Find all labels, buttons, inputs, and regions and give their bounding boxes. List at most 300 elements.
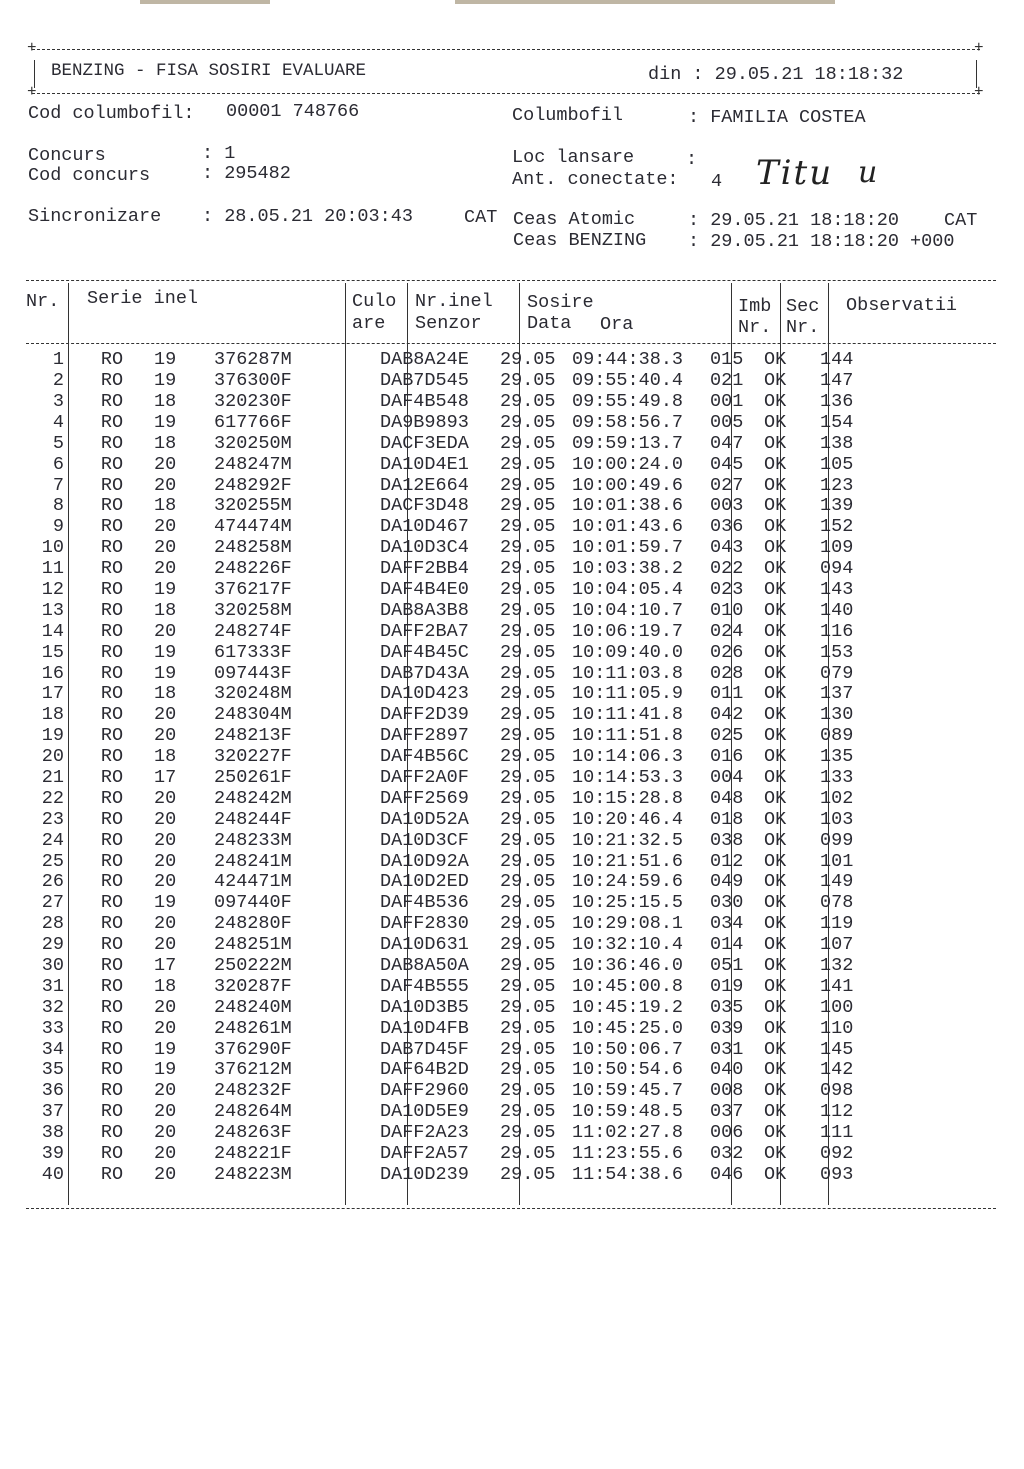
sensor-ring-number: DA10D92A bbox=[380, 850, 469, 872]
observation-value: 110 bbox=[820, 1017, 854, 1039]
ring-country: RO bbox=[100, 620, 124, 642]
ring-serial: 248223M bbox=[214, 1163, 292, 1185]
security-status: OK bbox=[764, 620, 787, 642]
ring-country: RO bbox=[100, 599, 124, 621]
security-status: OK bbox=[764, 913, 787, 935]
loft-number: 008 bbox=[710, 1080, 744, 1102]
observation-value: 140 bbox=[820, 599, 854, 621]
table-row bbox=[22, 642, 900, 663]
observation-value: 153 bbox=[820, 641, 854, 663]
ring-year: 20 bbox=[154, 934, 177, 956]
title-box-corner-tr: + bbox=[974, 39, 984, 57]
arrival-date: 29.05 bbox=[500, 349, 556, 371]
loft-number: 016 bbox=[710, 746, 744, 768]
row-number: 2 bbox=[52, 370, 64, 392]
concurs-label: Concurs bbox=[28, 145, 106, 166]
ring-serial: 248221F bbox=[214, 1143, 292, 1165]
loft-number: 049 bbox=[710, 871, 744, 893]
arrival-time: 11:23:55.6 bbox=[572, 1143, 684, 1165]
sensor-ring-number: DA10D423 bbox=[380, 683, 469, 705]
arrival-date: 29.05 bbox=[500, 1059, 556, 1081]
title-box-corner-bl: + bbox=[27, 83, 37, 101]
color-cell bbox=[310, 1123, 372, 1144]
ring-country: RO bbox=[100, 495, 124, 517]
ring-country: RO bbox=[100, 1059, 124, 1081]
ring-year: 18 bbox=[154, 432, 177, 454]
arrival-time: 10:11:05.9 bbox=[572, 683, 684, 705]
ring-country: RO bbox=[100, 432, 124, 454]
security-status: OK bbox=[764, 850, 787, 872]
security-status: OK bbox=[764, 578, 787, 600]
table-row bbox=[22, 810, 900, 831]
table-row bbox=[22, 1165, 900, 1186]
sensor-ring-number: DACF3D48 bbox=[380, 495, 469, 517]
color-cell bbox=[310, 1081, 372, 1102]
ceas-atomic-tz: CAT bbox=[944, 210, 978, 231]
row-number: 18 bbox=[41, 704, 64, 726]
arrival-time: 10:45:25.0 bbox=[572, 1017, 684, 1039]
col-header-imb-nr: Nr. bbox=[738, 317, 772, 338]
table-row bbox=[22, 851, 900, 872]
loft-number: 046 bbox=[710, 1163, 744, 1185]
col-header-sosire: Sosire bbox=[527, 292, 594, 313]
arrival-time: 09:58:56.7 bbox=[572, 411, 684, 433]
ring-year: 20 bbox=[154, 474, 177, 496]
sensor-ring-number: DA10D52A bbox=[380, 808, 469, 830]
loft-number: 030 bbox=[710, 892, 744, 914]
sensor-ring-number: DA12E664 bbox=[380, 474, 469, 496]
col-header-sec-nr: Nr. bbox=[786, 317, 820, 338]
color-cell bbox=[310, 434, 372, 455]
arrival-time: 09:59:13.7 bbox=[572, 432, 684, 454]
ring-year: 20 bbox=[154, 620, 177, 642]
ring-year: 20 bbox=[154, 871, 177, 893]
ring-year: 20 bbox=[154, 829, 177, 851]
ring-serial: 248233M bbox=[214, 829, 292, 851]
ring-country: RO bbox=[100, 767, 124, 788]
ring-year: 18 bbox=[154, 683, 177, 705]
observation-value: 101 bbox=[820, 850, 854, 872]
row-number: 20 bbox=[41, 746, 64, 768]
table-row bbox=[22, 830, 900, 851]
ring-year: 20 bbox=[154, 1163, 177, 1185]
arrival-date: 29.05 bbox=[500, 975, 556, 997]
arrival-date: 29.05 bbox=[500, 641, 556, 663]
arrival-date: 29.05 bbox=[500, 558, 556, 580]
table-row bbox=[22, 475, 900, 496]
arrival-date: 29.05 bbox=[500, 1101, 556, 1123]
color-cell bbox=[310, 538, 372, 559]
security-status: OK bbox=[764, 537, 787, 559]
arrival-time: 10:15:28.8 bbox=[572, 787, 684, 809]
col-header-serie: Serie inel bbox=[87, 288, 199, 309]
ring-country: RO bbox=[100, 934, 124, 956]
loft-number: 004 bbox=[710, 767, 744, 788]
color-cell bbox=[310, 1165, 372, 1186]
row-number: 13 bbox=[41, 599, 64, 621]
color-cell bbox=[310, 726, 372, 747]
table-header-bottom-rule bbox=[26, 343, 996, 344]
observation-value: 138 bbox=[820, 432, 854, 454]
cod-concurs-label: Cod concurs bbox=[28, 165, 151, 186]
ceas-benzing-value: : 29.05.21 18:18:20 +000 bbox=[688, 231, 955, 252]
arrival-date: 29.05 bbox=[500, 913, 556, 935]
arrival-date: 29.05 bbox=[500, 1038, 556, 1060]
observation-value: 109 bbox=[820, 537, 854, 559]
table-row bbox=[22, 392, 900, 413]
ring-serial: 376217F bbox=[214, 578, 292, 600]
security-status: OK bbox=[764, 704, 787, 726]
ring-year: 18 bbox=[154, 746, 177, 768]
observation-value: 099 bbox=[820, 829, 854, 851]
loft-number: 042 bbox=[710, 704, 744, 726]
security-status: OK bbox=[764, 1038, 787, 1060]
arrival-date: 29.05 bbox=[500, 871, 556, 893]
ring-serial: 320255M bbox=[214, 495, 292, 517]
color-cell bbox=[310, 371, 372, 392]
ring-serial: 248304M bbox=[214, 704, 292, 726]
ceas-atomic-label: Ceas Atomic bbox=[513, 209, 636, 230]
color-cell bbox=[310, 810, 372, 831]
arrival-date: 29.05 bbox=[500, 787, 556, 809]
arrival-date: 29.05 bbox=[500, 892, 556, 914]
ring-serial: 320258M bbox=[214, 599, 292, 621]
ring-serial: 248264M bbox=[214, 1101, 292, 1123]
col-header-sec: Sec bbox=[786, 296, 820, 317]
arrival-date: 29.05 bbox=[500, 516, 556, 538]
sincronizare-value: : 28.05.21 20:03:43 bbox=[202, 206, 413, 227]
color-cell bbox=[310, 1039, 372, 1060]
arrival-time: 10:45:19.2 bbox=[572, 996, 684, 1018]
title-box-corner-tl: + bbox=[27, 39, 37, 57]
arrival-time: 10:06:19.7 bbox=[572, 620, 684, 642]
color-cell bbox=[310, 956, 372, 977]
row-number: 4 bbox=[52, 411, 64, 433]
observation-value: 132 bbox=[820, 955, 854, 977]
columbofil-value: : FAMILIA COSTEA bbox=[688, 107, 866, 128]
row-number: 32 bbox=[41, 996, 64, 1018]
loft-number: 031 bbox=[710, 1038, 744, 1060]
arrival-date: 29.05 bbox=[500, 725, 556, 747]
ceas-atomic-value: : 29.05.21 18:18:20 bbox=[688, 210, 899, 231]
arrival-date: 29.05 bbox=[500, 955, 556, 977]
col-header-imb: Imb bbox=[738, 296, 772, 317]
color-cell bbox=[310, 914, 372, 935]
security-status: OK bbox=[764, 934, 787, 956]
arrival-date: 29.05 bbox=[500, 1143, 556, 1165]
sensor-ring-number: DAB7D43A bbox=[380, 662, 469, 684]
ring-year: 19 bbox=[154, 1038, 177, 1060]
loft-number: 037 bbox=[710, 1101, 744, 1123]
arrival-time: 11:54:38.6 bbox=[572, 1163, 684, 1185]
arrival-time: 10:03:38.2 bbox=[572, 558, 684, 580]
col-header-data: Data bbox=[527, 313, 572, 334]
ring-serial: 617333F bbox=[214, 641, 292, 663]
ring-year: 17 bbox=[154, 767, 177, 788]
ring-country: RO bbox=[100, 704, 124, 726]
security-status: OK bbox=[764, 808, 787, 830]
loft-number: 043 bbox=[710, 537, 744, 559]
ring-year: 20 bbox=[154, 808, 177, 830]
sensor-ring-number: DAFF2A57 bbox=[380, 1143, 469, 1165]
arrival-date: 29.05 bbox=[500, 495, 556, 517]
ring-country: RO bbox=[100, 871, 124, 893]
arrival-date: 29.05 bbox=[500, 1017, 556, 1039]
scan-edge-mark-right bbox=[455, 0, 835, 4]
ring-country: RO bbox=[100, 746, 124, 768]
ring-serial: 248242M bbox=[214, 787, 292, 809]
col-header-nr-inel: Nr.inel bbox=[415, 291, 493, 312]
observation-value: 145 bbox=[820, 1038, 854, 1060]
ring-country: RO bbox=[100, 1101, 124, 1123]
row-number: 10 bbox=[41, 537, 64, 559]
security-status: OK bbox=[764, 516, 787, 538]
ring-serial: 097443F bbox=[214, 662, 292, 684]
ring-serial: 248274F bbox=[214, 620, 292, 642]
security-status: OK bbox=[764, 1017, 787, 1039]
report-date: din : 29.05.21 18:18:32 bbox=[648, 64, 904, 85]
table-row bbox=[22, 663, 900, 684]
security-status: OK bbox=[764, 767, 787, 788]
arrival-date: 29.05 bbox=[500, 746, 556, 768]
table-row bbox=[22, 496, 900, 517]
ring-country: RO bbox=[100, 516, 124, 538]
table-row bbox=[22, 768, 900, 789]
arrival-date: 29.05 bbox=[500, 808, 556, 830]
ring-serial: 320230F bbox=[214, 390, 292, 412]
arrival-time: 11:02:27.8 bbox=[572, 1122, 684, 1144]
arrival-time: 10:29:08.1 bbox=[572, 913, 684, 935]
row-number: 37 bbox=[41, 1101, 64, 1123]
ring-serial: 250222M bbox=[214, 955, 292, 977]
row-number: 29 bbox=[41, 934, 64, 956]
row-number: 40 bbox=[41, 1163, 64, 1185]
table-row bbox=[22, 517, 900, 538]
row-number: 39 bbox=[41, 1143, 64, 1165]
color-cell bbox=[310, 747, 372, 768]
ring-country: RO bbox=[100, 453, 124, 475]
observation-value: 154 bbox=[820, 411, 854, 433]
table-row bbox=[22, 559, 900, 580]
row-number: 1 bbox=[52, 349, 64, 371]
ring-year: 17 bbox=[154, 955, 177, 977]
ring-serial: 617766F bbox=[214, 411, 292, 433]
ring-year: 19 bbox=[154, 370, 177, 392]
arrival-time: 10:50:06.7 bbox=[572, 1038, 684, 1060]
row-number: 15 bbox=[41, 641, 64, 663]
table-row bbox=[22, 1060, 900, 1081]
color-cell bbox=[310, 517, 372, 538]
loft-number: 051 bbox=[710, 955, 744, 977]
loft-number: 011 bbox=[710, 683, 744, 705]
arrival-date: 29.05 bbox=[500, 411, 556, 433]
arrival-time: 10:09:40.0 bbox=[572, 641, 684, 663]
ring-serial: 474474M bbox=[214, 516, 292, 538]
ring-serial: 320250M bbox=[214, 432, 292, 454]
sensor-ring-number: DA10D5E9 bbox=[380, 1101, 469, 1123]
security-status: OK bbox=[764, 725, 787, 747]
observation-value: 141 bbox=[820, 975, 854, 997]
arrival-time: 10:50:54.6 bbox=[572, 1059, 684, 1081]
ring-year: 20 bbox=[154, 787, 177, 809]
row-number: 33 bbox=[41, 1017, 64, 1039]
loft-number: 019 bbox=[710, 975, 744, 997]
ring-country: RO bbox=[100, 662, 124, 684]
loft-number: 014 bbox=[710, 934, 744, 956]
ring-year: 20 bbox=[154, 1143, 177, 1165]
loft-number: 006 bbox=[710, 1122, 744, 1144]
observation-value: 098 bbox=[820, 1080, 854, 1102]
sensor-ring-number: DAFF2BB4 bbox=[380, 558, 469, 580]
table-row bbox=[22, 747, 900, 768]
loft-number: 022 bbox=[710, 558, 744, 580]
col-header-culo: Culo bbox=[352, 291, 397, 312]
sensor-ring-number: DAB8A24E bbox=[380, 349, 469, 371]
observation-value: 144 bbox=[820, 349, 854, 371]
observation-value: 100 bbox=[820, 996, 854, 1018]
table-row bbox=[22, 454, 900, 475]
ring-serial: 248244F bbox=[214, 808, 292, 830]
observation-value: 135 bbox=[820, 746, 854, 768]
sensor-ring-number: DAB8A3B8 bbox=[380, 599, 469, 621]
row-number: 19 bbox=[41, 725, 64, 747]
arrival-time: 10:45:00.8 bbox=[572, 975, 684, 997]
ring-year: 20 bbox=[154, 1101, 177, 1123]
loft-number: 032 bbox=[710, 1143, 744, 1165]
sincronizare-tz: CAT bbox=[464, 207, 498, 228]
color-cell bbox=[310, 559, 372, 580]
color-cell bbox=[310, 622, 372, 643]
ring-country: RO bbox=[100, 829, 124, 851]
table-row bbox=[22, 413, 900, 434]
sincronizare-label: Sincronizare bbox=[28, 206, 162, 227]
ring-year: 20 bbox=[154, 1017, 177, 1039]
cod-columbofil-value: 00001 748766 bbox=[226, 101, 360, 122]
observation-value: 105 bbox=[820, 453, 854, 475]
col-header-nr: Nr. bbox=[26, 291, 60, 312]
arrival-time: 10:11:51.8 bbox=[572, 725, 684, 747]
ring-serial: 320227F bbox=[214, 746, 292, 768]
loft-number: 039 bbox=[710, 1017, 744, 1039]
arrival-time: 09:55:49.8 bbox=[572, 390, 684, 412]
loc-lansare-value: : bbox=[686, 149, 698, 170]
observation-value: 137 bbox=[820, 683, 854, 705]
ring-country: RO bbox=[100, 996, 124, 1018]
row-number: 11 bbox=[41, 558, 64, 580]
observation-value: 133 bbox=[820, 767, 854, 788]
security-status: OK bbox=[764, 955, 787, 977]
ring-country: RO bbox=[100, 578, 124, 600]
sensor-ring-number: DA10D3B5 bbox=[380, 996, 469, 1018]
color-cell bbox=[310, 663, 372, 684]
row-number: 6 bbox=[52, 453, 64, 475]
security-status: OK bbox=[764, 370, 787, 392]
row-number: 3 bbox=[52, 390, 64, 412]
security-status: OK bbox=[764, 975, 787, 997]
ring-year: 18 bbox=[154, 495, 177, 517]
security-status: OK bbox=[764, 474, 787, 496]
loft-number: 015 bbox=[710, 349, 744, 371]
observation-value: 149 bbox=[820, 871, 854, 893]
row-number: 5 bbox=[52, 432, 64, 454]
sensor-ring-number: DA9B9893 bbox=[380, 411, 469, 433]
arrival-time: 10:59:45.7 bbox=[572, 1080, 684, 1102]
ring-country: RO bbox=[100, 1080, 124, 1102]
observation-value: 139 bbox=[820, 495, 854, 517]
arrival-date: 29.05 bbox=[500, 474, 556, 496]
arrival-date: 29.05 bbox=[500, 578, 556, 600]
cod-columbofil-label: Cod columbofil: bbox=[28, 103, 195, 124]
observation-value: 142 bbox=[820, 1059, 854, 1081]
security-status: OK bbox=[764, 892, 787, 914]
row-number: 14 bbox=[41, 620, 64, 642]
ring-year: 20 bbox=[154, 558, 177, 580]
arrival-time: 09:44:38.3 bbox=[572, 349, 684, 371]
ring-serial: 248251M bbox=[214, 934, 292, 956]
arrivals-table bbox=[22, 350, 900, 1186]
arrival-time: 10:21:51.6 bbox=[572, 850, 684, 872]
observation-value: 089 bbox=[820, 725, 854, 747]
ring-serial: 376287M bbox=[214, 349, 292, 371]
row-number: 34 bbox=[41, 1038, 64, 1060]
table-row bbox=[22, 434, 900, 455]
ring-serial: 376212M bbox=[214, 1059, 292, 1081]
ring-country: RO bbox=[100, 1038, 124, 1060]
ring-year: 19 bbox=[154, 411, 177, 433]
arrival-date: 29.05 bbox=[500, 767, 556, 788]
ceas-benzing-label: Ceas BENZING bbox=[513, 230, 647, 251]
arrival-time: 10:14:06.3 bbox=[572, 746, 684, 768]
ring-country: RO bbox=[100, 390, 124, 412]
loft-number: 023 bbox=[710, 578, 744, 600]
color-cell bbox=[310, 705, 372, 726]
arrival-time: 10:01:43.6 bbox=[572, 516, 684, 538]
sensor-ring-number: DAF4B536 bbox=[380, 892, 469, 914]
ring-serial: 248263F bbox=[214, 1122, 292, 1144]
security-status: OK bbox=[764, 641, 787, 663]
security-status: OK bbox=[764, 599, 787, 621]
ring-serial: 248232F bbox=[214, 1080, 292, 1102]
ant-conectate-value: 4 bbox=[711, 171, 723, 192]
sensor-ring-number: DAF4B56C bbox=[380, 746, 469, 768]
sensor-ring-number: DA10D631 bbox=[380, 934, 469, 956]
sensor-ring-number: DA10D467 bbox=[380, 516, 469, 538]
arrival-time: 10:04:05.4 bbox=[572, 578, 684, 600]
ring-year: 20 bbox=[154, 1080, 177, 1102]
ring-year: 19 bbox=[154, 641, 177, 663]
sensor-ring-number: DAF4B45C bbox=[380, 641, 469, 663]
sensor-ring-number: DAF64B2D bbox=[380, 1059, 469, 1081]
ring-year: 20 bbox=[154, 537, 177, 559]
row-number: 21 bbox=[41, 767, 64, 788]
ring-serial: 320287F bbox=[214, 975, 292, 997]
ring-serial: 424471M bbox=[214, 871, 292, 893]
arrival-date: 29.05 bbox=[500, 453, 556, 475]
ring-year: 20 bbox=[154, 1122, 177, 1144]
ring-serial: 376300F bbox=[214, 370, 292, 392]
ring-country: RO bbox=[100, 411, 124, 433]
arrival-time: 10:32:10.4 bbox=[572, 934, 684, 956]
color-cell bbox=[310, 1060, 372, 1081]
ring-country: RO bbox=[100, 558, 124, 580]
color-cell bbox=[310, 1102, 372, 1123]
ring-country: RO bbox=[100, 808, 124, 830]
col-header-observatii: Observatii bbox=[846, 295, 958, 316]
ring-year: 19 bbox=[154, 1059, 177, 1081]
table-row bbox=[22, 1081, 900, 1102]
observation-value: 136 bbox=[820, 390, 854, 412]
color-cell bbox=[310, 392, 372, 413]
